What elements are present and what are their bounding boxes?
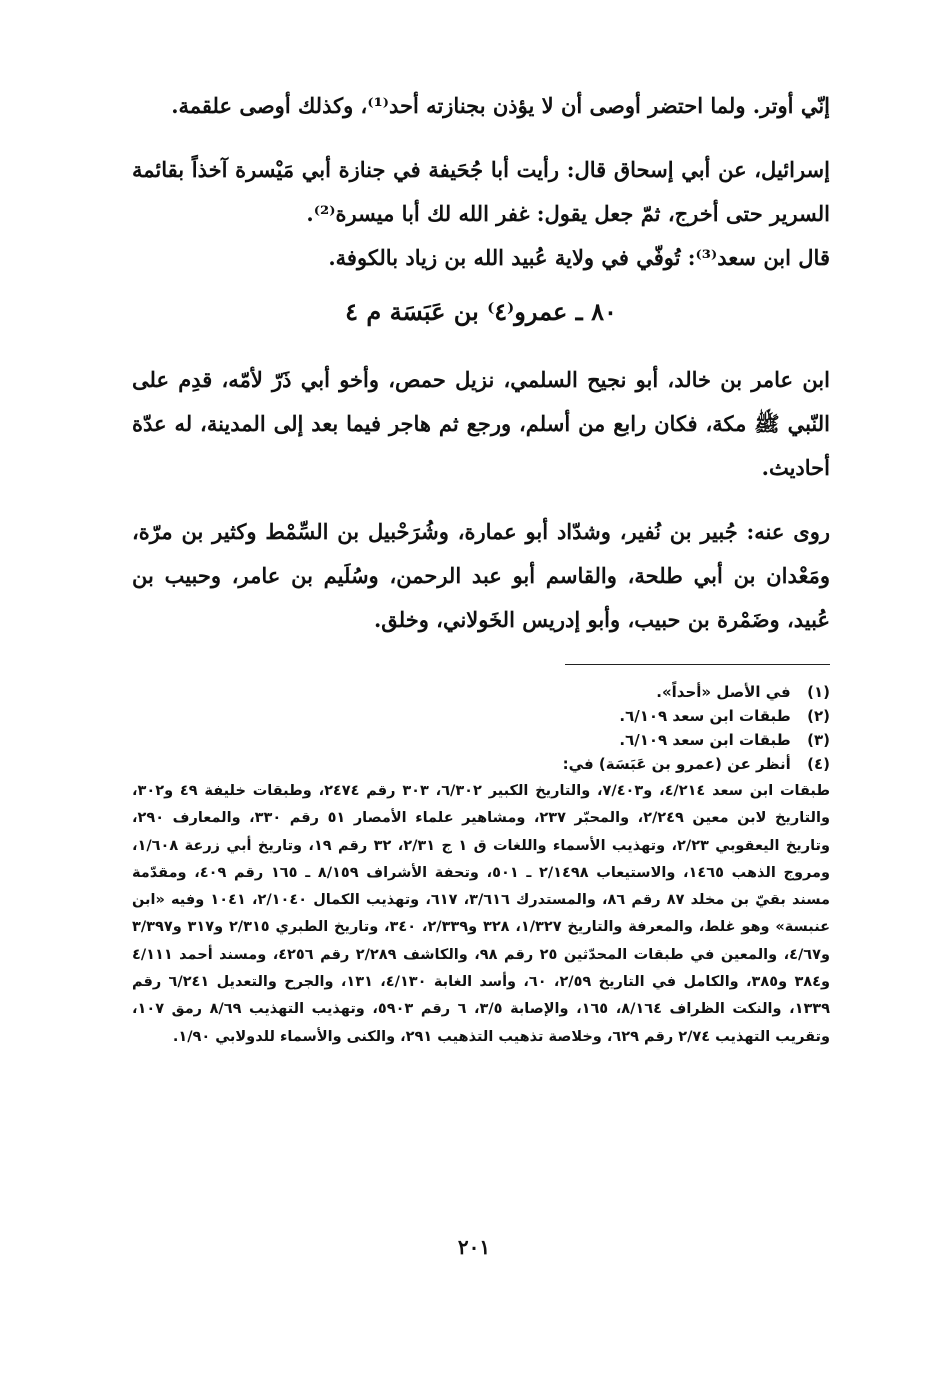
footnote-number: (٤) bbox=[807, 755, 830, 773]
footnote-divider bbox=[565, 664, 830, 665]
paragraph-gap bbox=[132, 490, 830, 510]
footnote-number: (٢) bbox=[807, 707, 830, 725]
footnote-3 bbox=[132, 728, 830, 752]
page-number: ٢٠١ bbox=[457, 1235, 491, 1259]
footnote-4 bbox=[132, 752, 830, 776]
footnotes bbox=[132, 680, 830, 1051]
paragraph-ibn-sad-death: قال ابن سعد⁽³⁾: تُوفّي في ولاية عُبيد الله بن زياد بالكوفة. bbox=[328, 245, 830, 270]
footnote-4-sources: طبقات ابن سعد ٤/٢١٤، و٧/٤٠٣، والتاريخ الكبير ٦/٣٠٢، ٣٠٣ رقم ٢٤٧٤، وطبقات خليفة ٤٩ و٣٠٢، والتاريخ لابن معين ٢/٢٤٩، والمحبّر ٢٣٧، ومشاهير علماء الأمصار ٥١ رقم ٣٣٠، والمعارف ٢٩٠، وتاريخ اليعقوبي ٢/٢٣، وتهذيب الأسماء واللغات ق ١ ج ٢/٣١، ٣٢ رقم ١٩، وتاريخ أبي زرعة ١/٦٠٨، ومروج الذهب ١٤٦٥، والاستيعاب ٢/١٤٩٨ ـ ٥٠١، وتحفة الأشراف ٨/١٥٩ ـ ١٦٥ رقم ٤٠٩، ومقدّمة مسند بقيّ بن مخلد ٨٧ رقم ٨٦، والمستدرك ٣/٦١٦، ٦١٧، وتهذيب الكمال ٢/١٠٤٠، ١٠٤١ وفيه «ابن عنبسة» وهو غلط، والمعرفة والتاريخ ١/٣٢٧، ٣٢٨ و٢/٣٣٩، ٣٤٠، وتاريخ الطبري ٢/٣١٥ و٣١٧ و٣/٣٩٧ و٤/٦٧، والمعين في طبقات المحدّثين ٢٥ رقم ٩٨، والكاشف ٢/٢٨٩ رقم ٤٢٥٦، ومسند أحمد ٤/١١١ و٣٨٤ و٣٨٥، والكامل في التاريخ ٢/٥٩، ٦٠، وأسد الغابة ٤/١٣٠، ١٣١، والجرح والتعديل ٦/٢٤١ رقم ١٣٣٩، والنكت الظراف ٨/١٦٤، ١٦٥، والإصابة ٣/٥، ٦ رقم ٥٩٠٣، وتهذيب التهذيب ٨/٦٩ رمق ١٠٧، وتقريب التهذيب ٢/٧٤ رقم ٦٢٩، وخلاصة تذهيب التذهيب ٢٩١، والكنى والأسماء للدولابي ١/٩٠. bbox=[132, 783, 831, 1045]
paragraph-biography: ابن عامر بن خالد، أبو نجيح السلمي، نزيل حمص، وأخو أبي ذَرّ لأمّه، قدِم على النّبي ﷺ مكة، فكان رابع من أسلم، ورجع ثم هاجر فيما بعد إلى المدينة، له عدّة أحاديث. bbox=[132, 367, 830, 480]
paragraph-narrators: روى عنه: جُبير بن نُفير، وشدّاد أبو عمارة، وشُرَحْبيل بن السِّمْط وكثير بن مرّة، ومَعْدان بن أبي طلحة، والقاسم أبو عبد الرحمن، وسُلَيم بن عامر، وحبيب بن عُبيد، وضَمْرة بن حبيب، وأبو إدريس الخَولاني، وخلق. bbox=[132, 519, 830, 632]
footnote-1 bbox=[132, 680, 830, 704]
paragraph-burial-will: إنّي أوتر. ولما احتضر أوصى أن لا يؤذن بجنازته أحد⁽¹⁾، وكذلك أوصى علقمة. bbox=[171, 93, 830, 118]
footnote-text: في الأصل «أحداً». bbox=[656, 683, 791, 701]
entry-heading: ٨٠ ـ عمرو⁽٤⁾ بن عَبَسَة م ٤ bbox=[345, 297, 617, 326]
paragraph-israil-narration: إسرائيل، عن أبي إسحاق قال: رأيت أبا جُحَيفة في جنازة أبي مَيْسرة آخذاً بقائمة السرير حتى أخرج، ثمّ جعل يقول: غفر الله لك أبا ميسرة⁽²⁾. bbox=[132, 157, 830, 226]
footnote-number: (١) bbox=[807, 683, 830, 701]
footnote-text: طبقات ابن سعد ٦/١٠٩. bbox=[619, 731, 791, 749]
footnote-text: طبقات ابن سعد ٦/١٠٩. bbox=[619, 707, 791, 725]
main-text bbox=[132, 84, 830, 642]
footnote-number: (٣) bbox=[807, 731, 830, 749]
paragraph-gap bbox=[132, 128, 830, 148]
footnote-text: أنظر عن (عمرو بن عَبَسَة) في: bbox=[562, 755, 791, 773]
footnote-2 bbox=[132, 704, 830, 728]
